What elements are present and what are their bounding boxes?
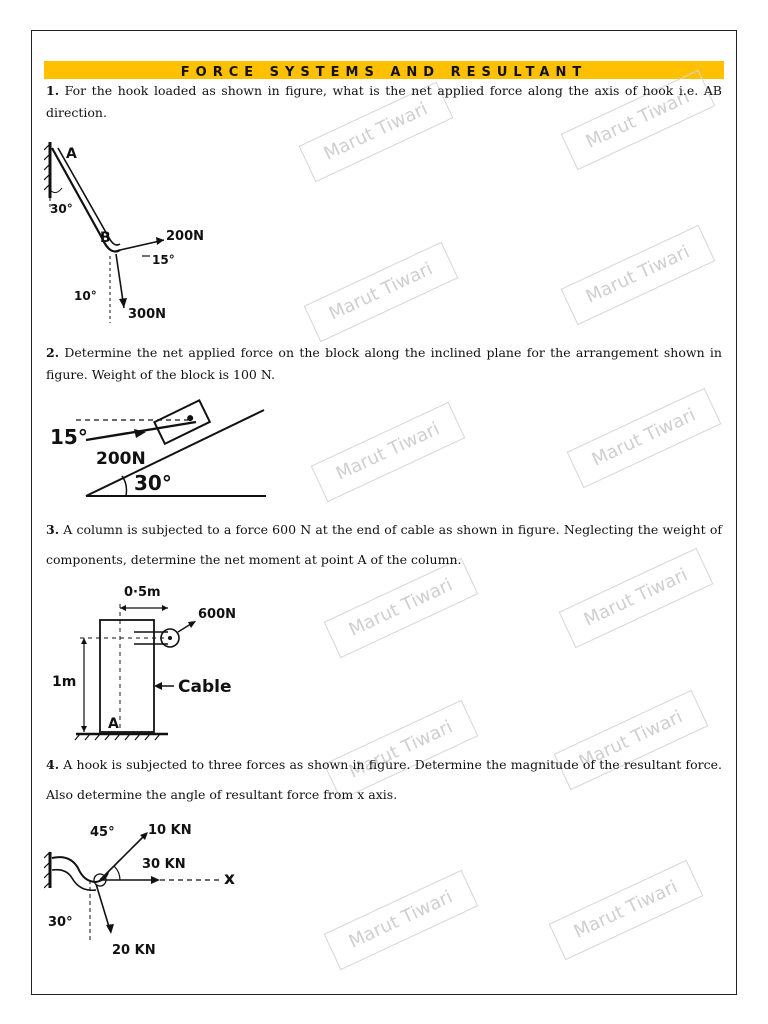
- block: [154, 400, 209, 443]
- angle-arc: [114, 866, 120, 880]
- figure-hook-4: [44, 818, 254, 964]
- watermark: Marut Tiwari: [567, 388, 722, 488]
- angle-label: 30°: [50, 202, 73, 216]
- question-number: 2.: [46, 345, 60, 360]
- arrowhead: [154, 682, 162, 690]
- force-10-arrow: [100, 834, 146, 880]
- cable-label: Cable: [178, 677, 232, 697]
- watermark: Marut Tiwari: [559, 548, 714, 648]
- question-number: 3.: [46, 522, 60, 537]
- figure-hook-1: [44, 138, 234, 328]
- angle-arc: [50, 188, 62, 193]
- watermark: Marut Tiwari: [299, 82, 454, 182]
- watermark: Marut Tiwari: [554, 690, 709, 790]
- angle-30-label: 30°: [48, 915, 73, 930]
- arrowhead: [106, 924, 114, 934]
- page-title: FORCE SYSTEMS AND RESULTANT: [180, 65, 588, 80]
- question-text: A column is subjected to a force 600 N at the end of cable as shown in figure. Neglecting the weight of components, determine the net moment at point A of the column.: [46, 522, 722, 567]
- force-300-label: 300N: [128, 307, 167, 322]
- question-4: [46, 750, 722, 810]
- watermark: Marut Tiwari: [549, 860, 704, 960]
- arrowhead: [81, 726, 87, 732]
- question-number: 4.: [46, 757, 60, 772]
- question-number: 1.: [46, 83, 60, 98]
- force-20-label: 20 KN: [112, 943, 156, 958]
- watermark: Marut Tiwari: [324, 700, 479, 800]
- force-label: 200N: [96, 449, 146, 469]
- figure-incline-2: [46, 398, 272, 502]
- angle-15-label: 15°: [152, 253, 175, 267]
- figure-column-3: [48, 582, 248, 744]
- plane-angle-label: 30°: [134, 471, 172, 495]
- question-1: [46, 80, 722, 124]
- watermark: Marut Tiwari: [304, 242, 459, 342]
- force-20-arrow: [96, 884, 110, 930]
- watermark: Marut Tiwari: [311, 402, 466, 502]
- question-3: [46, 515, 722, 575]
- title-bar: [44, 61, 724, 79]
- watermark: Marut Tiwari: [324, 870, 479, 970]
- watermark: Marut Tiwari: [324, 558, 479, 658]
- height-label: 1m: [52, 674, 77, 690]
- force-200-label: 200N: [166, 229, 205, 244]
- force-angle-label: 15°: [50, 425, 88, 449]
- point-a-label: A: [108, 716, 119, 732]
- force-label: 600N: [198, 607, 237, 622]
- arrowhead: [151, 876, 160, 884]
- question-text: For the hook loaded as shown in figure, what is the net applied force along the axis of hook i.e. AB direction.: [46, 83, 722, 120]
- point-b-label: B: [100, 230, 111, 246]
- arrowhead: [81, 638, 87, 644]
- pulley-pin: [168, 636, 172, 640]
- watermark: Marut Tiwari: [561, 225, 716, 325]
- angle-45-label: 45°: [90, 825, 115, 840]
- width-label: 0·5m: [124, 585, 161, 600]
- arrowhead: [162, 605, 168, 611]
- watermark: Marut Tiwari: [561, 70, 716, 170]
- axis-x-label: x: [224, 869, 235, 889]
- point-a-label: A: [66, 146, 77, 162]
- question-text: A hook is subjected to three forces as shown in figure. Determine the magnitude of the resultant force. Also determine the angle of resultant force from x axis.: [46, 757, 722, 802]
- arrowhead: [120, 605, 126, 611]
- force-30-label: 30 KN: [142, 857, 186, 872]
- question-text: Determine the net applied force on the block along the inclined plane for the arrangement shown in figure. Weight of the block is 100 N.: [46, 345, 722, 382]
- hook-arm-inner: [58, 148, 120, 245]
- force-10-label: 10 KN: [148, 823, 192, 838]
- angle-10-label: 10°: [74, 289, 97, 303]
- question-2: [46, 342, 722, 386]
